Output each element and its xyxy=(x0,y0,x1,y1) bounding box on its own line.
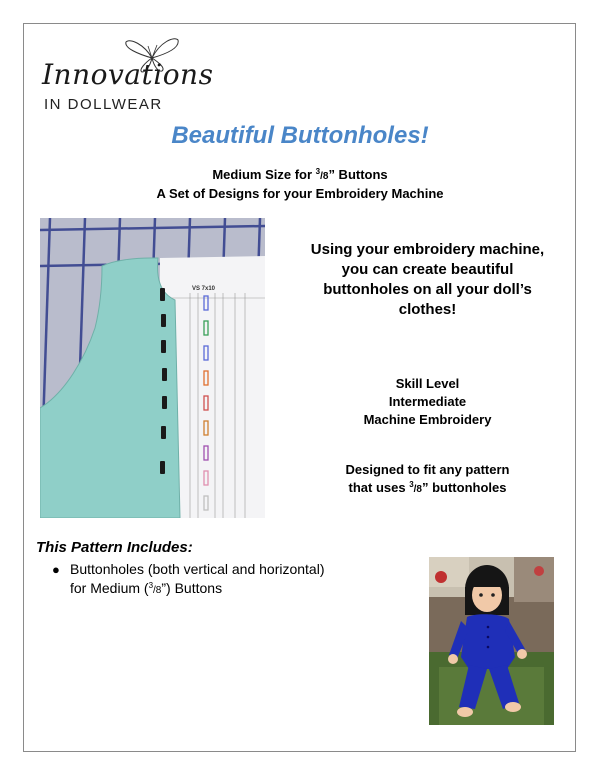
bullet-icon: ● xyxy=(52,562,60,577)
doll-photo xyxy=(429,557,554,725)
subtitle-size: Medium Size for $^3$/8” Buttons xyxy=(212,167,388,182)
brand-logo xyxy=(42,38,214,118)
template-label: VS 7x10 xyxy=(192,286,216,292)
skill-category: Machine Embroidery xyxy=(363,412,492,427)
fit-block: Designed to fit any pattern that uses $^3$/8” buttonholes xyxy=(345,462,510,495)
skill-level-block xyxy=(285,375,570,429)
subtitle-designs: A Set of Designs for your Embroidery Machine xyxy=(156,186,444,201)
logo-script-text: Innovations xyxy=(42,58,214,91)
skill-value: Intermediate xyxy=(388,394,467,409)
includes-heading: This Pattern Includes: xyxy=(36,539,193,556)
skill-heading: Skill Level xyxy=(395,376,460,391)
description-text: Using your embroidery machine, you can create beautiful buttonholes on all your doll’s clothes! xyxy=(310,241,545,318)
logo-subtitle: IN DOLLWEAR xyxy=(44,96,163,113)
page-title: Beautiful Buttonholes! xyxy=(171,122,429,149)
buttonhole-photo xyxy=(40,218,265,518)
